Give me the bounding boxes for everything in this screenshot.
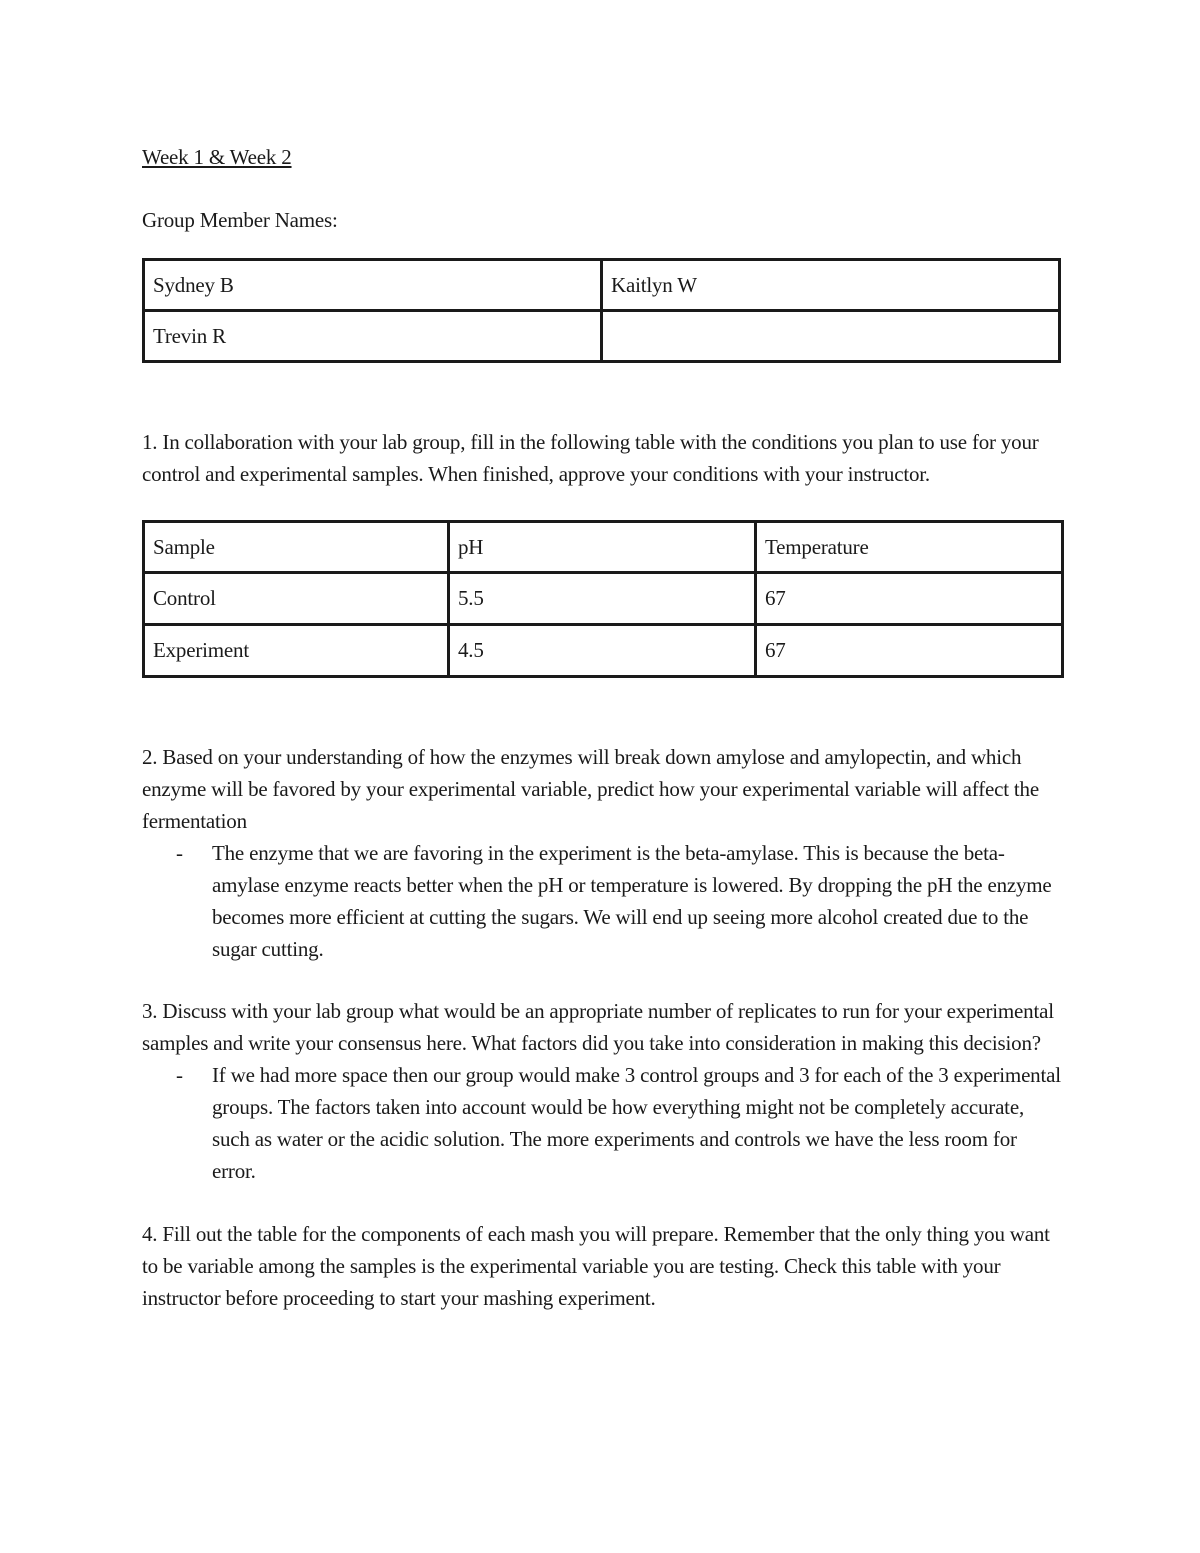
table-cell: 4.5 — [449, 625, 756, 677]
question-1: 1. In collaboration with your lab group, fill in the following table with the conditions you plan to use for your control and experimental samples. When finished, approve your conditions with your instructor. — [142, 430, 1039, 486]
answer-list — [142, 1059, 1062, 1187]
page-title: Week 1 & Week 2 — [142, 145, 292, 169]
table-row — [144, 573, 1063, 625]
list-item — [142, 1059, 1062, 1187]
table-cell: Trevin R — [144, 311, 602, 362]
table-row — [144, 260, 1060, 311]
answer-list — [142, 837, 1062, 965]
table-header-row — [144, 522, 1063, 573]
table-cell: Control — [144, 573, 449, 625]
table-cell: 5.5 — [449, 573, 756, 625]
table-row — [144, 625, 1063, 677]
table-cell — [602, 311, 1060, 362]
answer-text: The enzyme that we are favoring in the experiment is the beta-amylase. This is because the beta-amylase enzyme reacts better when the pH or temperature is lowered. By dropping the pH the enzyme becomes more efficient at cutting the sugars. We will end up seeing more alcohol created due to the sugar cutting. — [212, 841, 1052, 961]
table-header-cell: Sample — [144, 522, 449, 573]
question-4: 4. Fill out the table for the components of each mash you will prepare. Remember that the only thing you want to be variable among the samples is the experimental variable you are testing. Check this table with your instructor before proceeding to start your mashing experiment. — [142, 1222, 1050, 1310]
table-row — [144, 311, 1060, 362]
table-cell: Sydney B — [144, 260, 602, 311]
table-header-cell: Temperature — [756, 522, 1063, 573]
table-cell: 67 — [756, 625, 1063, 677]
table-cell: 67 — [756, 573, 1063, 625]
question-3: 3. Discuss with your lab group what would be an appropriate number of replicates to run for your experimental samples and write your consensus here. What factors did you take into consideration in making this decision? — [142, 999, 1054, 1055]
list-item — [142, 837, 1062, 965]
bullet-dash: - — [176, 1063, 183, 1087]
table-header-cell: pH — [449, 522, 756, 573]
group-member-label: Group Member Names: — [142, 208, 338, 232]
table-cell: Kaitlyn W — [602, 260, 1060, 311]
document-page — [142, 140, 1062, 1314]
question-2: 2. Based on your understanding of how the enzymes will break down amylose and amylopectin, and which enzyme will be favored by your experimental variable, predict how your experimental variable will affect the fermentation — [142, 745, 1039, 833]
group-members-table — [142, 258, 1061, 363]
bullet-dash: - — [176, 841, 183, 865]
conditions-table — [142, 520, 1064, 678]
answer-text: If we had more space then our group would make 3 control groups and 3 for each of the 3 experimental groups. The factors taken into account would be how everything might not be completely accurate, such as water or the acidic solution. The more experiments and controls we have the less room for error. — [212, 1063, 1061, 1183]
table-cell: Experiment — [144, 625, 449, 677]
